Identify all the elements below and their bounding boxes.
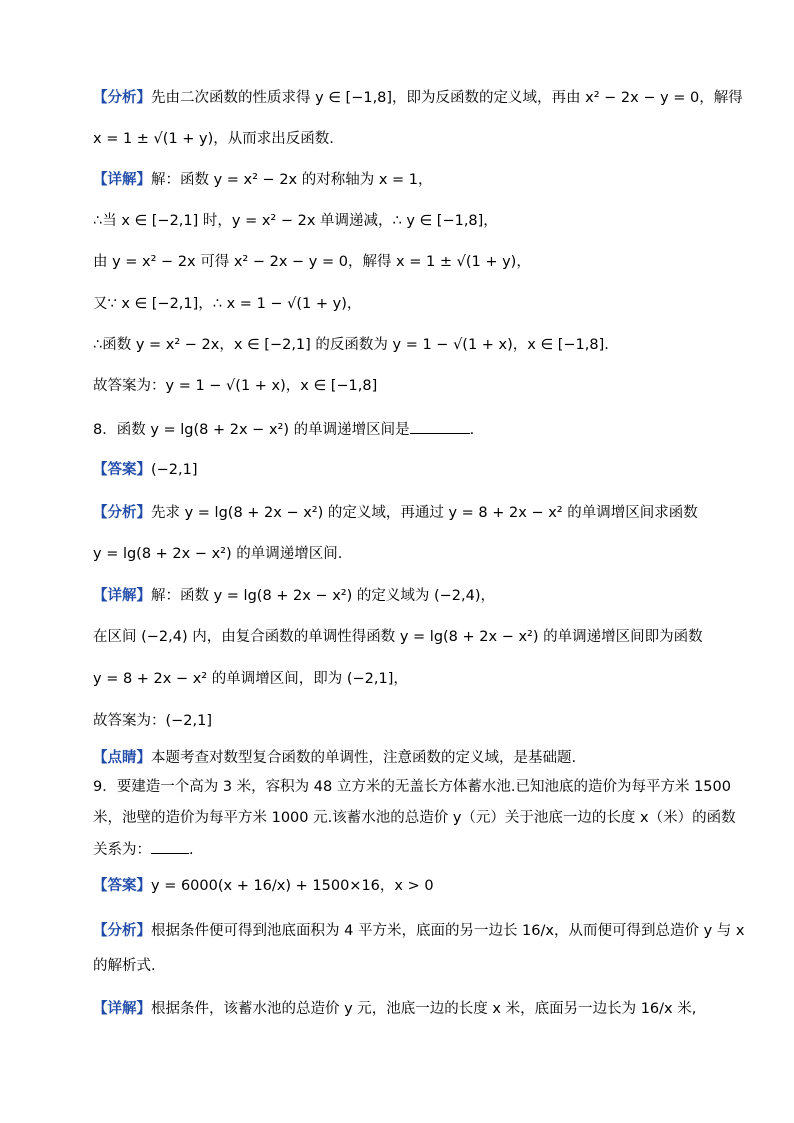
question-9-line-1: 9．要建造一个高为 3 米，容积为 48 立方米的无盖长方体蓄水池.已知池底的造价为每平方米 1500 xyxy=(93,779,731,795)
detail-line-1: 【详解】解：函数 y = x² − 2x 的对称轴为 x = 1， xyxy=(93,172,433,188)
answer-blank xyxy=(410,419,470,434)
analysis-8-line-1: 【分析】先求 y = lg(8 + 2x − x²) 的定义域，再通过 y = 8 + 2x − x² 的单调增区间求函数 xyxy=(93,505,698,521)
detail-line-3: 由 y = x² − 2x 可得 x² − 2x − y = 0，解得 x = 1 ± √(1 + y)， xyxy=(93,254,531,270)
analysis-line-2: x = 1 ± √(1 + y)，从而求出反函数. xyxy=(93,131,334,147)
answer-summary-8: 故答案为：(−2,1] xyxy=(93,713,213,729)
detail-line-2: ∴当 x ∈ [−2,1] 时，y = x² − 2x 单调递减，∴ y ∈ [−1,8]， xyxy=(93,213,498,229)
question-9-line-3: 关系为： . xyxy=(93,839,734,860)
analysis-8-line-2: y = lg(8 + 2x − x²) 的单调递增区间. xyxy=(93,546,343,562)
answer-blank xyxy=(151,839,189,854)
analysis-line-1: 【分析】先由二次函数的性质求得 y ∈ [−1,8]，即为反函数的定义域，再由 x² − 2x − y = 0，解得 xyxy=(93,90,743,106)
detail-line-5: ∴函数 y = x² − 2x，x ∈ [−2,1] 的反函数为 y = 1 − √(1 + x)，x ∈ [−1,8]. xyxy=(93,337,609,353)
comment-8: 【点睛】本题考查对数型复合函数的单调性，注意函数的定义域，是基础题. xyxy=(93,750,577,766)
answer-8: 【答案】(−2,1] xyxy=(93,462,198,478)
detail-8-line-1: 【详解】解：函数 y = lg(8 + 2x − x²) 的定义域为 (−2,4)， xyxy=(93,588,496,604)
detail-8-line-3: y = 8 + 2x − x² 的单调增区间，即为 (−2,1]， xyxy=(93,671,408,687)
analysis-9-line-1: 【分析】根据条件便可得到池底面积为 4 平方米，底面的另一边长 16/x，从而便可得到总造价 y 与 x xyxy=(93,923,745,939)
question-9-line-2: 米，池壁的造价为每平方米 1000 元.该蓄水池的总造价 y（元）关于池底一边的长度 x（米）的函数 xyxy=(93,810,736,826)
detail-9-line-1: 【详解】根据条件，该蓄水池的总造价 y 元，池底一边的长度 x 米，底面另一边长为 16/x 米, xyxy=(93,1001,697,1017)
analysis-9-line-2: 的解析式. xyxy=(93,958,156,974)
answer-9: 【答案】y = 6000(x + 16/x) + 1500×16，x > 0 xyxy=(93,878,434,894)
detail-line-4: 又∵ x ∈ [−2,1]，∴ x = 1 − √(1 + y)， xyxy=(93,296,362,312)
question-8: 8．函数 y = lg(8 + 2x − x²) 的单调递增区间是 . xyxy=(93,419,734,440)
answer-summary-7: 故答案为：y = 1 − √(1 + x)，x ∈ [−1,8] xyxy=(93,378,378,394)
detail-8-line-2: 在区间 (−2,4) 内，由复合函数的单调性得函数 y = lg(8 + 2x − x²) 的单调递增区间即为函数 xyxy=(93,629,703,645)
